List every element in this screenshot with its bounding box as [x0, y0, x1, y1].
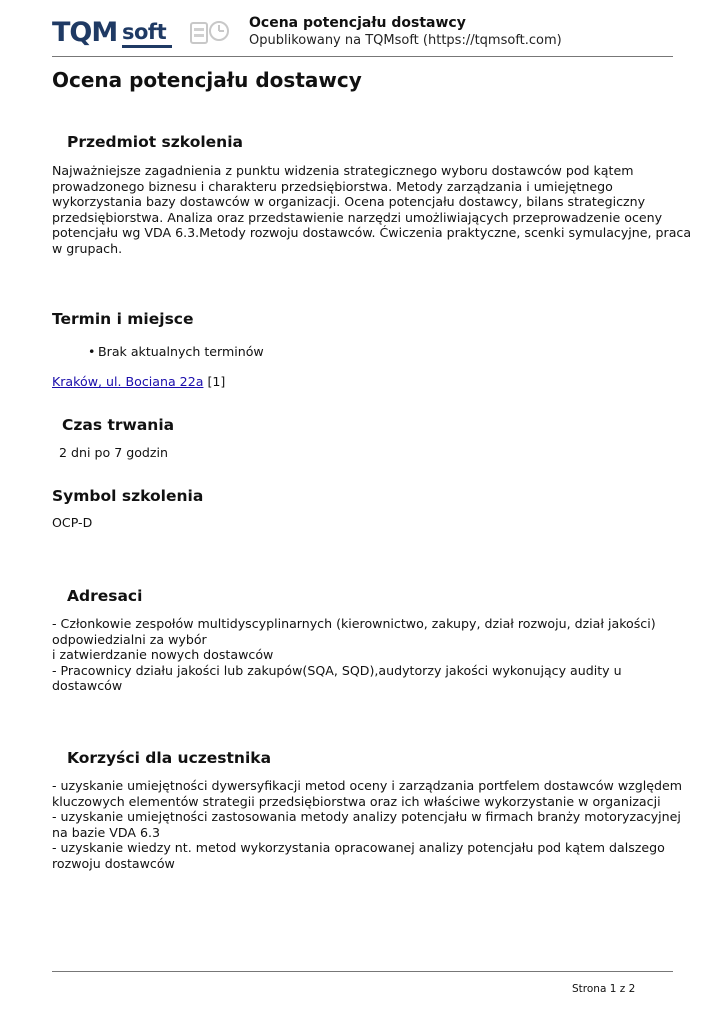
text-line: odpowiedzialni za wybór: [52, 631, 207, 647]
text-line: prowadzonego biznesu i charakteru przedsiębiorstwa. Metody zarządzania i umiejętnego: [52, 178, 613, 194]
section-heading-czas: Czas trwania: [62, 416, 175, 434]
text-line: przedsiębiorstwa. Analiza oraz przedstawienie narzędzi umożliwiających przeprowadzenie oceny: [52, 209, 663, 225]
text-line: - uzyskanie umiejętności zastosowania metody analizy potencjału w firmach branży motoryzacyjnej: [52, 809, 681, 824]
text-line: - Członkowie zespołów multidyscyplinarnych (kierownictwo, zakupy, dział rozwoju, dział jakości): [52, 616, 656, 631]
text-line: i zatwierdzanie nowych dostawców: [52, 647, 274, 662]
section-heading-termin: Termin i miejsce: [52, 310, 194, 328]
symbol-value: OCP-D: [52, 515, 93, 530]
logo-underline: [122, 45, 172, 48]
logo-text-sub: soft: [122, 20, 167, 44]
text-line: - uzyskanie umiejętności dywersyfikacji metod oceny i zarządzania portfelem dostawców względem: [52, 778, 683, 793]
text-line: kluczowych elementów strategii przedsiębiorstwa oraz ich właściwe wykorzystanie w organizacji: [52, 793, 661, 809]
iso-decoration-icon: [190, 17, 230, 49]
section-heading-adresaci: Adresaci: [67, 587, 143, 605]
section-heading-korzysci: Korzyści dla uczestnika: [67, 749, 272, 767]
location-ref: [1]: [207, 374, 226, 389]
logo-text-main: TQM: [52, 17, 118, 48]
section-body-adresaci: [52, 616, 677, 694]
section-heading-symbol: Symbol szkolenia: [52, 487, 204, 505]
section-body-przedmiot: [52, 163, 692, 256]
header-subtitle: Opublikowany na TQMsoft (https://tqmsoft.com): [249, 33, 562, 48]
text-line: - Pracownicy działu jakości lub zakupów(SQA, SQD),audytorzy jakości wykonujący audity u: [52, 662, 622, 678]
section-heading-przedmiot: Przedmiot szkolenia: [67, 133, 243, 151]
text-line: potencjału wg VDA 6.3.Metody rozwoju dostawców. Ćwiczenia praktyczne, scenki symulacyjne, praca: [52, 225, 692, 240]
list-item: • Brak aktualnych terminów: [88, 344, 264, 360]
text-line: w grupach.: [52, 240, 123, 256]
text-line: wykorzystania bazy dostawców w organizacji. Ocena potencjału dostawcy, bilans strategiczny: [52, 194, 646, 209]
footer-divider: [52, 971, 673, 972]
section-body-korzysci: [52, 778, 683, 871]
text-line: rozwoju dostawców: [52, 855, 175, 871]
page-number: Strona 1 z 2: [572, 983, 636, 995]
page-title: Ocena potencjału dostawcy: [52, 68, 362, 92]
page-header: [52, 14, 673, 57]
header-title: Ocena potencjału dostawcy: [249, 15, 466, 31]
text-line: dostawców: [52, 678, 123, 693]
text-line: na bazie VDA 6.3: [52, 824, 161, 840]
location-link[interactable]: Kraków, ul. Bociana 22a: [52, 374, 204, 389]
location-line: [52, 374, 677, 390]
text-line: Najważniejsze zagadnienia z punktu widzenia strategicznego wyboru dostawców pod kątem: [52, 163, 634, 178]
termin-list: [88, 344, 264, 360]
czas-value: 2 dni po 7 godzin: [59, 445, 168, 460]
tqmsoft-logo: [52, 16, 176, 54]
text-line: - uzyskanie wiedzy nt. metod wykorzystania opracowanej analizy potencjału pod kątem dalszego: [52, 840, 665, 855]
